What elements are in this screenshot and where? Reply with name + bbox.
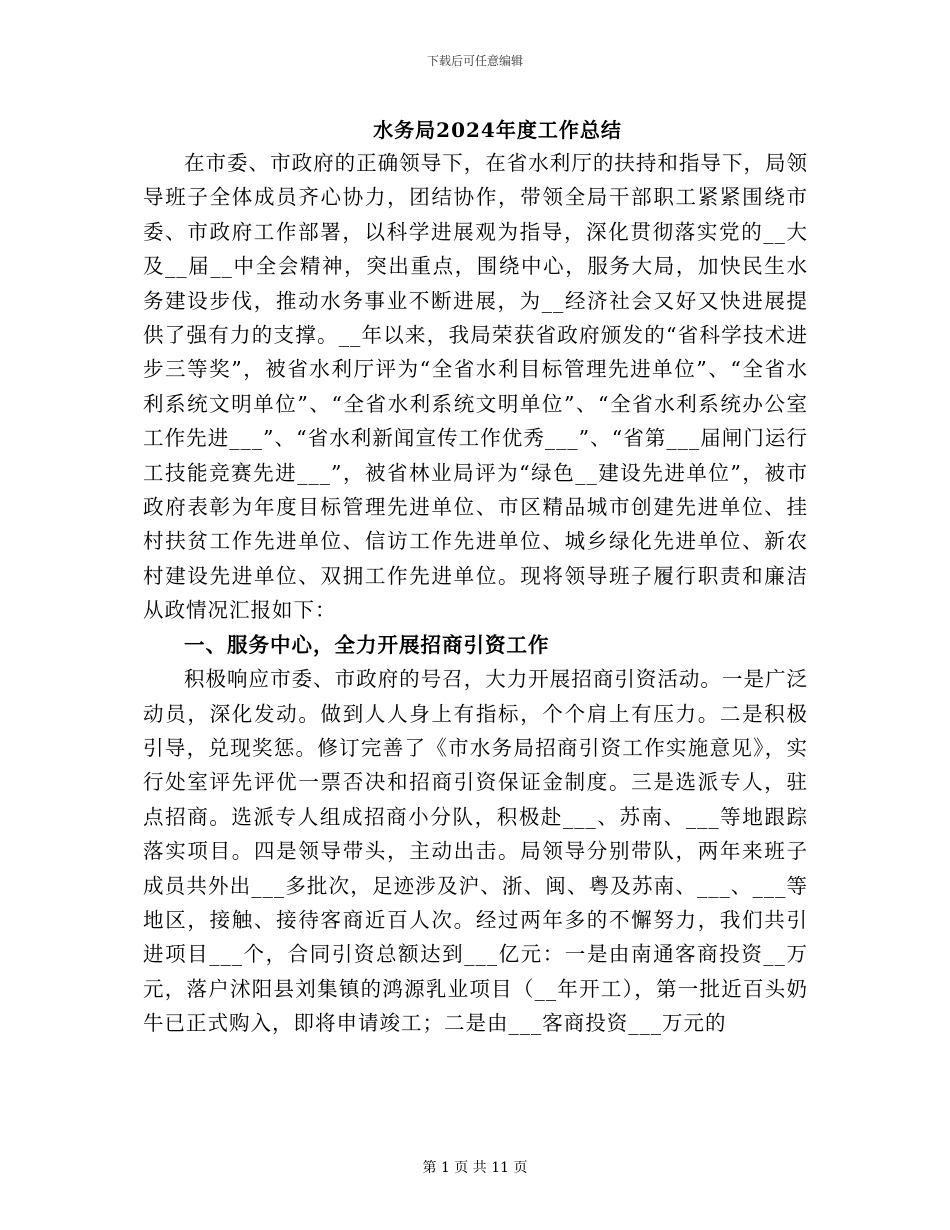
intro-paragraph: 在市委、市政府的正确领导下，在省水利厅的扶持和指导下，局领导班子全体成员齐心协力，团结协作，带领全局干部职工紧紧围绕市委、市政府工作部署，以科学进展观为指导，深化贯彻落实党的__大及__届__中全会精神，突出重点，围绕中心，服务大局，加快民生水务建设步伐，推动水务事业不断进展，为__经济社会又好又快进展提供了强有力的支撑。__年以来，我局荣获省政府颁发的“省科学技术进步三等奖”，被省水利厅评为“全省水利目标管理先进单位”、“全省水利系统文明单位”、“全省水利系统文明单位”、“全省水利系统办公室工作先进___”、“省水利新闻宣传工作优秀___”、“省第___届闸门运行工技能竞赛先进___”，被省林业局评为“绿色__建设先进单位”，被市政府表彰为年度目标管理先进单位、市区精品城市创建先进单位、挂村扶贫工作先进单位、信访工作先进单位、城乡绿化先进单位、新农村建设先进单位、双拥工作先进单位。现将领导班子履行职责和廉洁从政情况汇报如下： [143,151,808,623]
section-paragraph: 积极响应市委、市政府的号召，大力开展招商引资活动。一是广泛动员，深化发动。做到人人身上有指标，个个肩上有压力。二是积极引导，兑现奖惩。修订完善了《市水务局招商引资工作实施意见》，实行处室评先评优一票否决和招商引资保证金制度。三是选派专人，驻点招商。选派专人组成招商小分队，积极赴___、苏南、___等地跟踪落实项目。四是领导带头，主动出击。局领导分别带队，两年来班子成员共外出___多批次，足迹涉及沪、浙、闽、粤及苏南、___、___等地区，接触、接待客商近百人次。经过两年多的不懈努力，我们共引进项目___个，合同引资总额达到___亿元：一是由南通客商投资__万元，落户沭阳县刘集镇的鸿源乳业项目（__年开工），第一批近百头奶牛已正式购入，即将申请竣工；二是由___客商投资___万元的 [143,667,808,1036]
document-title: 水务局2024年度工作总结 [373,118,622,142]
header-note: 下载后可任意编辑 [426,54,523,68]
document-body [143,146,808,1041]
section-heading: 一、服务中心，全力开展招商引资工作 [184,632,550,657]
page-number: 第 1 页 共 11 页 [422,1160,528,1176]
